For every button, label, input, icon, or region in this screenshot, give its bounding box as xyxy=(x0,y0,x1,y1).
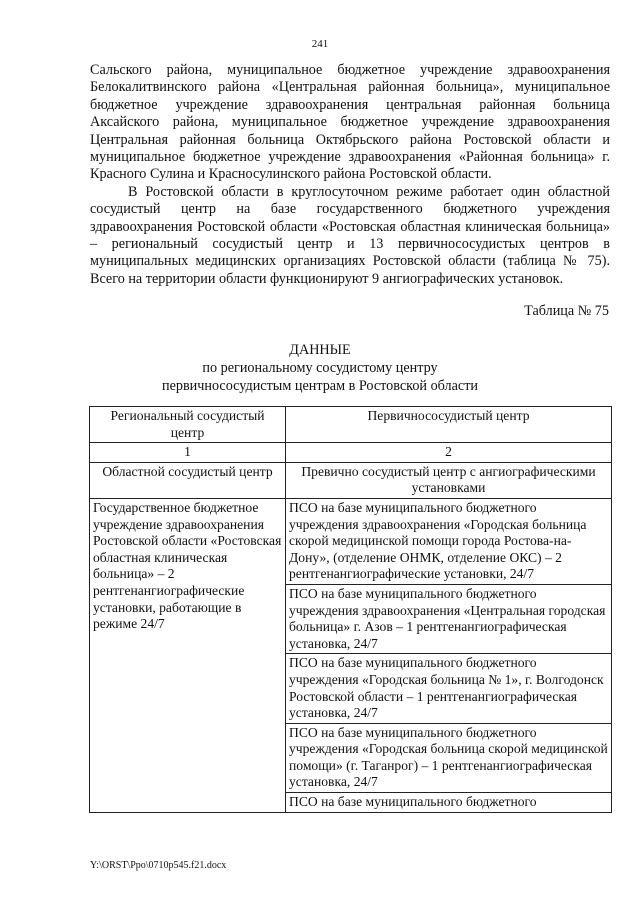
header-primary: Первичнососудистый центр xyxy=(286,407,612,443)
paragraph-1: Сальского района, муниципальное бюджетное учреждение здравоохранения Белокалитвинского района «Центральная районная больница», муниципальное бюджетное учреждение здравоохранения центральная районная больница Аксайского района, муниципальное бюджетное учреждение здравоохранения Центральная районная больница Октябрьского района Ростовской области и муниципальное бюджетное учреждение здравоохранения «Районная больница» г. Красного Сулина и Красносулинского района Ростовской области. xyxy=(90,62,610,183)
subheader-regional: Областной сосудистый центр xyxy=(90,462,286,498)
header-regional: Региональный сосудистый центр xyxy=(90,407,286,443)
table-row xyxy=(90,498,612,584)
pso-cell: ПСО на базе муниципального бюджетного xyxy=(286,793,612,813)
col-number-2: 2 xyxy=(286,443,612,463)
table-subtitle-2: первичнососудистым центрам в Ростовской области xyxy=(161,378,479,394)
body-text xyxy=(90,62,610,288)
table-number-row xyxy=(90,443,612,463)
pso-cell: ПСО на базе муниципального бюджетного учреждения «Городская больница скорой медицинской помощи» (г. Таганрог) – 1 рентгенангиографическая установка, 24/7 xyxy=(286,723,612,792)
pso-cell: ПСО на базе муниципального бюджетного учреждения здравоохранения «Центральная городская больница» г. Азов – 1 рентгенангиографическая установка, 24/7 xyxy=(286,584,612,653)
paragraph-2: В Ростовской области в круглосуточном режиме работает один областной сосудистый центр на базе государственного бюджетного учреждения здравоохранения Ростовской области «Ростовская областная клиническая больница» – региональный сосудистый центр и 13 первичнососудистых центров в муниципальных медицинских организациях Ростовской области (таблица № 75). Всего на территории области функционируют 9 ангиографических установок. xyxy=(90,183,610,287)
table-subtitle-1: по региональному сосудистому центру xyxy=(202,360,438,376)
regional-center-cell: Государственное бюджетное учреждение здравоохранения Ростовской области «Ростовская областная клиническая больница» – 2 рентгенангиографические установки, работающие в режиме 24/7 xyxy=(90,498,286,812)
col-number-1: 1 xyxy=(90,443,286,463)
subheader-primary: Превично сосудистый центр с ангиографическими установками xyxy=(286,462,612,498)
centers-table xyxy=(89,406,612,813)
table-label: Таблица № 75 xyxy=(524,303,609,319)
page-number: 241 xyxy=(311,38,329,50)
table-subheader-row xyxy=(90,462,612,498)
pso-cell: ПСО на базе муниципального бюджетного учреждения «Городская больница № 1», г. Волгодонск Ростовской области – 1 рентгенангиографическая установка, 24/7 xyxy=(286,654,612,723)
table-title: ДАННЫЕ xyxy=(289,342,351,358)
file-path-footer: Y:\ORST\Ppo\0710p545.f21.docx xyxy=(90,860,227,871)
pso-cell: ПСО на базе муниципального бюджетного учреждения здравоохранения «Городская больница скорой медицинской помощи города Ростова-на-Дону», (отделение ОНМК, отделение ОКС) – 2 рентгенангиографические установки, 24/7 xyxy=(286,498,612,584)
table-header-row xyxy=(90,407,612,443)
